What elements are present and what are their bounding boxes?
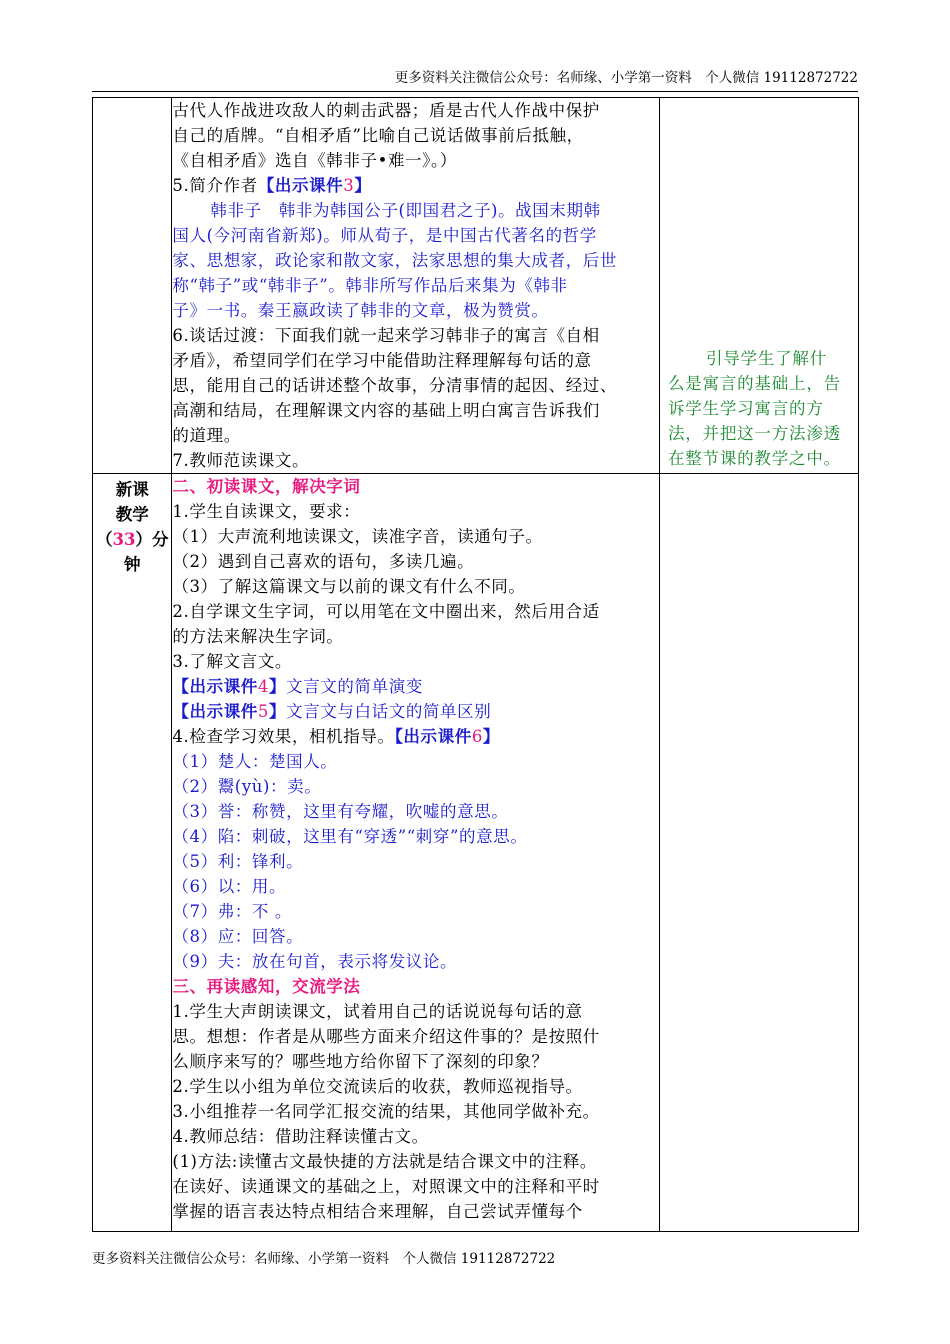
step-line: 4.检查学习效果，相机指导。【出示课件6】: [172, 727, 501, 746]
requirement-line: （1）大声流利地读课文，读准字音，读通句子。: [172, 527, 543, 546]
step-line: 么顺序来写的？哪些地方给你留下了深刻的印象？: [172, 1052, 549, 1071]
author-line: 韩非子 韩非为韩国公子(即国君之子)。战国末期韩: [210, 201, 601, 220]
item-5: [172, 173, 659, 198]
note-line: 么是寓言的基础上，告: [667, 374, 841, 393]
courseware-number: 6: [471, 727, 483, 746]
method-line: (1)方法:读懂古文最快捷的方法就是结合课文中的注释。: [172, 1152, 598, 1171]
requirement-line: （3）了解这篇课文与以前的课文有什么不同。: [172, 577, 526, 596]
step-line: 4.教师总结：借助注释读懂古文。: [172, 1127, 429, 1146]
method-line: 掌握的语言表达特点相结合来理解，自己尝试弄懂每个: [172, 1202, 583, 1221]
item-6-line: 矛盾》，希望同学们在学习中能借助注释理解每句话的意: [172, 351, 592, 370]
gloss-line: （1）楚人：楚国人。: [172, 752, 338, 771]
lesson-plan-table: [92, 97, 859, 1232]
step-line: 1.学生自读课文，要求：: [172, 502, 361, 521]
gloss-line: （4）陷：刺破，这里有“穿透”“刺穿”的意思。: [172, 827, 528, 846]
courseware-number: 3: [343, 176, 355, 195]
courseware-number: 4: [257, 677, 270, 696]
gloss-line: （8）应：回答。: [172, 927, 304, 946]
side-cell: [93, 474, 172, 1232]
step-line: 的方法来解决生字词。: [172, 627, 344, 646]
section-duration: （33）分: [95, 530, 169, 549]
section-heading: 三、再读感知，交流学法: [172, 977, 361, 996]
step-line: 3.了解文言文。: [172, 652, 292, 671]
gloss-line: （5）利：锋利。: [172, 852, 304, 871]
intro-line: 《自相矛盾》选自《韩非子•难一》。）: [172, 151, 457, 170]
courseware-line: 【出示课件5】文言文与白话文的简单区别: [172, 702, 492, 721]
design-note-cell-empty: [659, 474, 858, 1232]
step-line: 3.小组推荐一名同学汇报交流的结果，其他同学做补充。: [172, 1102, 600, 1121]
table-row-new-lesson: [93, 474, 859, 1232]
courseware-number: 5: [257, 702, 270, 721]
item-7: 7.教师范读课文。: [172, 451, 310, 470]
table-row-intro: [93, 98, 859, 474]
page-header: 更多资料关注微信公众号：名师缘、小学第一资料 个人微信 19112872722: [394, 70, 858, 86]
section-label-line: 新课: [115, 480, 149, 499]
step-line: 1.学生大声朗读课文，试着用自己的话说说每句话的意: [172, 1002, 583, 1021]
design-note-cell: [659, 98, 858, 474]
item-6-line: 6.谈话过渡：下面我们就一起来学习韩非子的寓言《自相: [172, 326, 600, 345]
author-line: 称“韩子”或“韩非子”。韩非所写作品后来集为《韩非: [172, 276, 568, 295]
requirement-line: （2）遇到自己喜欢的语句，多读几遍。: [172, 552, 475, 571]
courseware-title: 文言文的简单演变: [286, 677, 423, 696]
note-line: 引导学生了解什: [705, 349, 828, 368]
new-lesson-content-cell: [172, 474, 660, 1232]
minutes-value: 33: [112, 530, 136, 549]
note-line: 法，并把这一方法渗透: [667, 424, 841, 443]
item-5-label: 5.简介作者: [172, 176, 258, 195]
step-line: 2.自学课文生字词，可以用笔在文中圈出来，然后用合适: [172, 602, 600, 621]
gloss-line: （6）以：用。: [172, 877, 287, 896]
method-line: 在读好、读通课文的基础之上，对照课文中的注释和平时: [172, 1177, 600, 1196]
item-6-line: 高潮和结局，在理解课文内容的基础上明白寓言告诉我们: [172, 401, 600, 420]
step-line: 2.学生以小组为单位交流读后的收获，教师巡视指导。: [172, 1077, 583, 1096]
section-label: [93, 474, 171, 577]
gloss-line: （2）鬻(yù)：卖。: [172, 777, 322, 796]
side-cell-empty: [93, 98, 172, 474]
author-line: 国人(今河南省新郑)。师从荀子，是中国古代著名的哲学: [172, 226, 597, 245]
courseware-tag-end: 】: [354, 176, 372, 195]
item-6-line: 的道理。: [172, 426, 241, 445]
section-heading: 二、初读课文，解决字词: [172, 477, 361, 496]
author-line: 子》一书。秦王嬴政读了韩非的文章，极为赞赏。: [172, 301, 549, 320]
gloss-line: （3）誉：称赞，这里有夸耀，吹嘘的意思。: [172, 802, 509, 821]
note-line: 诉学生学习寓言的方: [667, 399, 824, 418]
item-6-line: 思，能用自己的话讲述整个故事，分清事情的起因、经过、: [172, 376, 618, 395]
note-line: 在整节课的教学之中。: [667, 449, 841, 468]
gloss-line: （9）夫：放在句首，表示将发议论。: [172, 952, 458, 971]
page-footer: 更多资料关注微信公众号：名师缘、小学第一资料 个人微信 19112872722: [92, 1251, 556, 1267]
intro-line: 自己的盾牌。“自相矛盾”比喻自己说话做事前后抵触，: [172, 126, 584, 145]
gloss-line: （7）弗：不 。: [172, 902, 292, 921]
author-line: 家、思想家，政论家和散文家，法家思想的集大成者，后世: [172, 251, 618, 270]
section-label-line: 教学: [115, 505, 149, 524]
design-note: [660, 98, 858, 471]
courseware-line: 【出示课件4】文言文的简单演变: [172, 677, 423, 696]
courseware-title: 文言文与白话文的简单区别: [286, 702, 492, 721]
section-label-line: 钟: [123, 555, 141, 574]
header-rule: [92, 91, 858, 92]
courseware-tag: 【出示课件: [257, 176, 344, 195]
step-line: 思。想想：作者是从哪些方面来介绍这件事的？是按照什: [172, 1027, 600, 1046]
intro-content-cell: [172, 98, 660, 474]
intro-line: 古代人作战进攻敌人的刺击武器；盾是古代人作战中保护: [172, 101, 600, 120]
